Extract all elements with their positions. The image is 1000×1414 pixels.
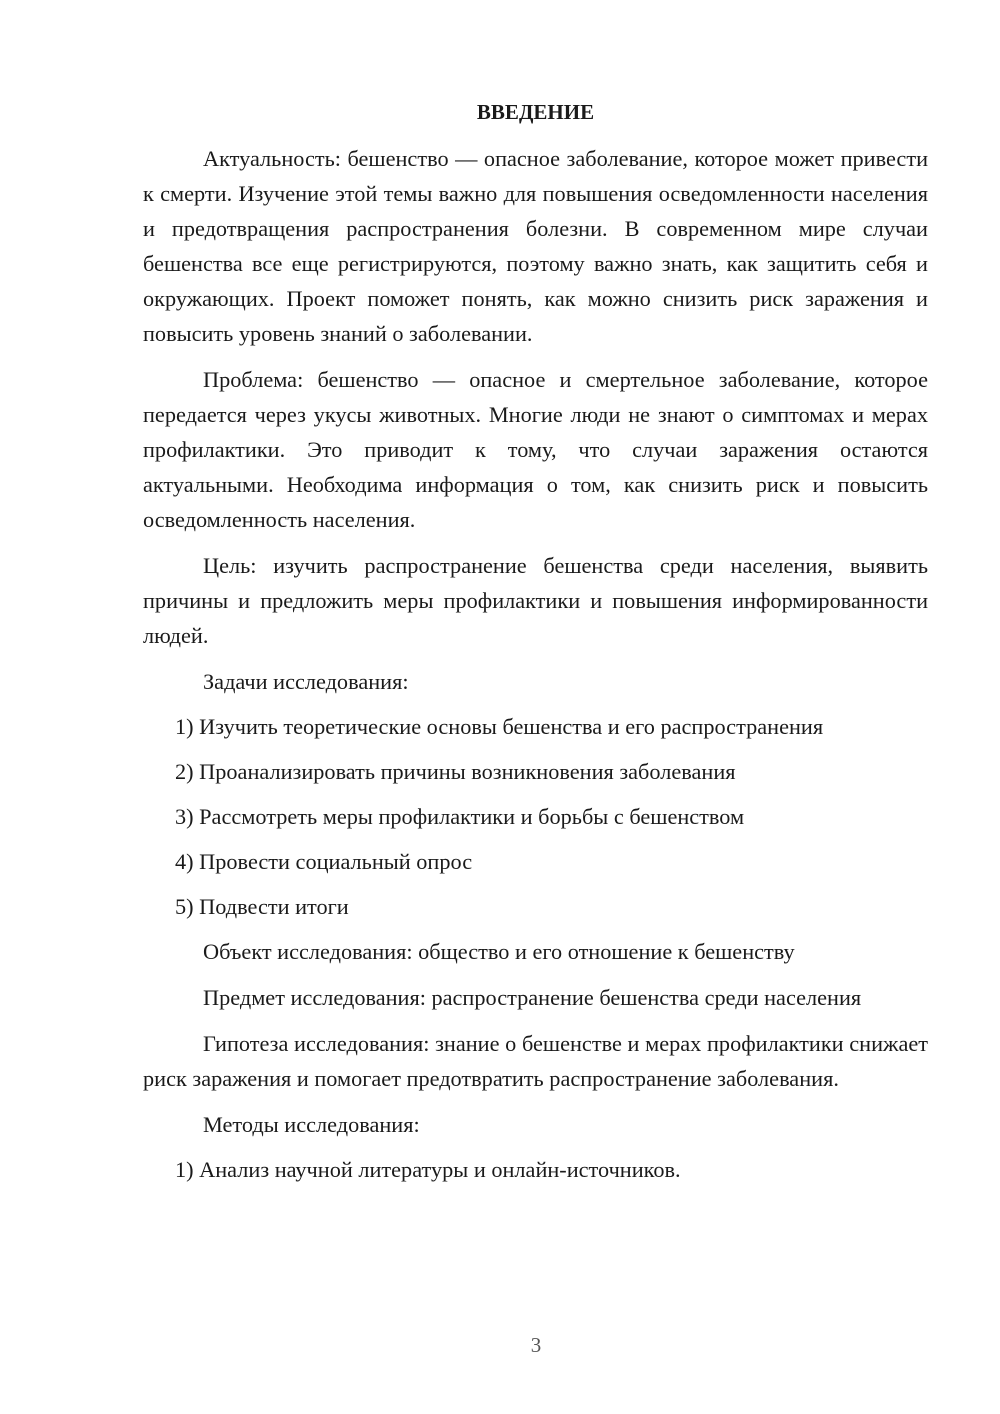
task-item: 2) Проанализировать причины возникновения заболевания [175,759,736,784]
problem-paragraph: Проблема: бешенство — опасное и смертельное заболевание, которое передается через укусы животных. Многие люди не знают о симптомах и мерах профилактики. Это приводит к тому, что случаи заражения остаются актуальными. Необходима информация о том, как снизить риск и повысить осведомленность населения. [143,367,928,532]
object-paragraph: Объект исследования: общество и его отношение к бешенству [203,939,795,964]
tasks-list [143,709,928,924]
task-item: 4) Провести социальный опрос [175,849,473,874]
document-page [143,95,928,1197]
methods-heading: Методы исследования: [203,1112,420,1137]
task-item: 1) Изучить теоретические основы бешенства и его распространения [175,714,824,739]
method-item: 1) Анализ научной литературы и онлайн-источников. [175,1157,681,1182]
task-item: 3) Рассмотреть меры профилактики и борьбы с бешенством [175,804,745,829]
goal-paragraph: Цель: изучить распространение бешенства среди населения, выявить причины и предложить меры профилактики и повышения информированности людей. [143,553,928,648]
section-title: ВВЕДЕНИЕ [476,100,595,124]
methods-list [143,1152,928,1187]
subject-paragraph: Предмет исследования: распространение бешенства среди населения [203,985,862,1010]
tasks-heading: Задачи исследования: [203,669,409,694]
task-item: 5) Подвести итоги [175,894,349,919]
page-number: 3 [530,1333,542,1357]
hypothesis-paragraph: Гипотеза исследования: знание о бешенстве и мерах профилактики снижает риск заражения и помогает предотвратить распространение заболевания. [143,1031,928,1091]
relevance-paragraph: Актуальность: бешенство — опасное заболевание, которое может привести к смерти. Изучение этой темы важно для повышения осведомленности населения и предотвращения распространения болезни. В современном мире случаи бешенства все еще регистрируются, поэтому важно знать, как защитить себя и окружающих. Проект поможет понять, как можно снизить риск заражения и повысить уровень знаний о заболевании. [143,146,928,346]
